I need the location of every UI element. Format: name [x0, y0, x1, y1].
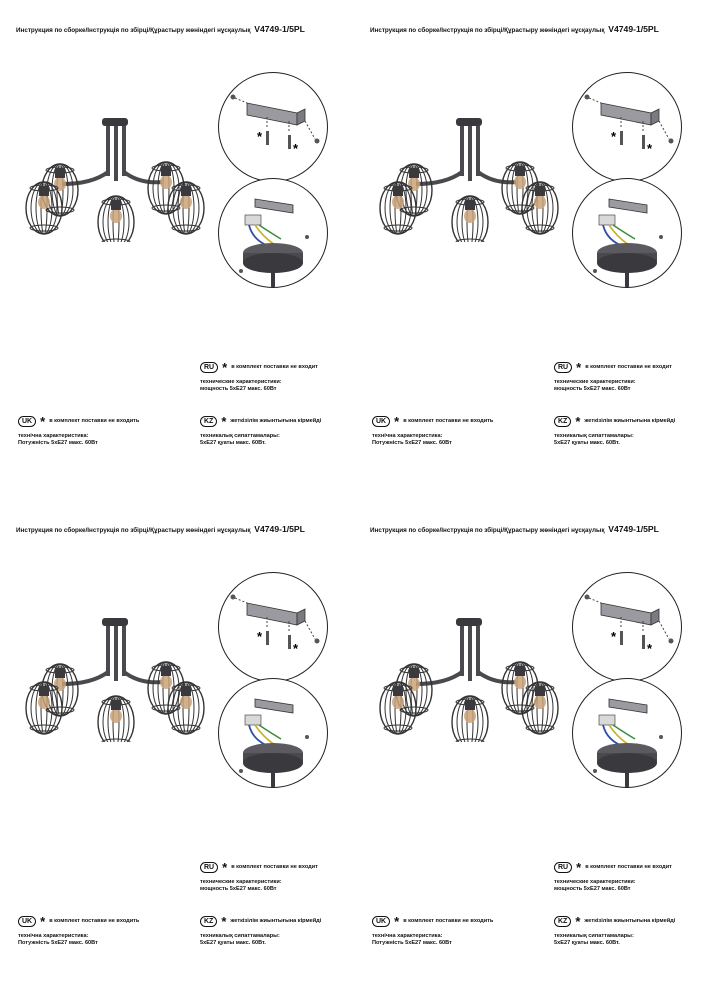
uk-spec-value: Потужність 5хE27 макс. 60Вт — [372, 940, 452, 946]
ru-spec-value: мощность 5хE27 макс. 60Вт — [200, 386, 277, 392]
bracket-detail-circle — [572, 72, 682, 182]
uk-badge: UK — [18, 416, 36, 427]
uk-note: в комплект поставки не входить — [403, 918, 494, 924]
asterisk-icon: * — [576, 360, 582, 375]
uk-spec-value: Потужність 5хE27 макс. 60Вт — [372, 440, 452, 446]
sheet-title — [370, 24, 659, 34]
chandelier-illustration — [22, 112, 212, 242]
instruction-sheet — [354, 500, 707, 1000]
excluded-part-star: * — [647, 641, 653, 656]
kz-spec-value: 5хE27 қуаты макс. 60Вт. — [200, 940, 266, 946]
ru-spec-value: мощность 5хE27 макс. 60Вт — [554, 886, 631, 892]
model-number: V4749-1/5PL — [608, 524, 659, 534]
model-number: V4749-1/5PL — [254, 524, 305, 534]
ru-badge: RU — [554, 362, 572, 373]
kz-badge: KZ — [554, 416, 571, 427]
instruction-sheet — [0, 0, 353, 500]
title-text: Инструкция по сборке/Інструкція по збірці/Құрастыру жөніндегі нұсқаулық — [16, 527, 251, 534]
sheet-title — [16, 524, 305, 534]
ru-badge: RU — [554, 862, 572, 873]
asterisk-icon: * — [222, 860, 228, 875]
asterisk-icon: * — [576, 860, 582, 875]
ru-note: в комплект поставки не входит — [585, 864, 672, 870]
uk-section — [372, 916, 493, 947]
bracket-detail-circle — [218, 72, 328, 182]
kz-note: жеткізілім жиынтығына кірмейді — [230, 918, 322, 924]
uk-section — [18, 916, 139, 947]
kz-spec-value: 5хE27 қуаты макс. 60Вт. — [200, 440, 266, 446]
ru-spec-title: технические характеристики: — [554, 879, 636, 885]
kz-spec-title: техникалық сипаттамалары: — [200, 433, 280, 439]
sheet-title — [16, 24, 305, 34]
asterisk-icon: * — [394, 914, 400, 929]
kz-badge: KZ — [200, 416, 217, 427]
kz-spec-title: техникалық сипаттамалары: — [200, 933, 280, 939]
ru-section — [200, 362, 318, 393]
ru-note: в комплект поставки не входит — [585, 364, 672, 370]
sheet-title — [370, 524, 659, 534]
wiring-detail-circle — [572, 678, 682, 788]
uk-note: в комплект поставки не входить — [403, 418, 494, 424]
excluded-part-star: * — [257, 629, 263, 644]
bracket-detail-circle — [218, 572, 328, 682]
kz-note: жеткізілім жиынтығына кірмейді — [584, 418, 676, 424]
excluded-part-star: * — [293, 141, 299, 156]
uk-note: в комплект поставки не входить — [49, 418, 140, 424]
excluded-part-star: * — [611, 129, 617, 144]
asterisk-icon: * — [40, 414, 46, 429]
ru-spec-title: технические характеристики: — [200, 379, 282, 385]
instruction-sheet — [354, 0, 707, 500]
asterisk-icon: * — [575, 414, 581, 429]
ru-section — [200, 862, 318, 893]
ru-note: в комплект поставки не входит — [231, 364, 318, 370]
wiring-detail-circle — [218, 678, 328, 788]
asterisk-icon: * — [575, 914, 581, 929]
uk-badge: UK — [18, 916, 36, 927]
uk-spec-title: технічна характеристика: — [372, 933, 443, 939]
asterisk-icon: * — [221, 914, 227, 929]
excluded-part-star: * — [257, 129, 263, 144]
model-number: V4749-1/5PL — [608, 24, 659, 34]
kz-badge: KZ — [200, 916, 217, 927]
uk-badge: UK — [372, 916, 390, 927]
wiring-detail-circle — [572, 178, 682, 288]
chandelier-illustration — [376, 612, 566, 742]
ru-section — [554, 862, 672, 893]
ru-section — [554, 362, 672, 393]
kz-spec-title: техникалық сипаттамалары: — [554, 933, 634, 939]
ru-note: в комплект поставки не входит — [231, 864, 318, 870]
asterisk-icon: * — [40, 914, 46, 929]
ru-spec-title: технические характеристики: — [554, 379, 636, 385]
kz-spec-value: 5хE27 қуаты макс. 60Вт. — [554, 940, 620, 946]
kz-section — [200, 416, 321, 447]
uk-section — [18, 416, 139, 447]
kz-spec-value: 5хE27 қуаты макс. 60Вт. — [554, 440, 620, 446]
uk-spec-value: Потужність 5хE27 макс. 60Вт — [18, 940, 98, 946]
wiring-detail-circle — [218, 178, 328, 288]
chandelier-illustration — [376, 112, 566, 242]
model-number: V4749-1/5PL — [254, 24, 305, 34]
uk-badge: UK — [372, 416, 390, 427]
ru-badge: RU — [200, 362, 218, 373]
bracket-detail-circle — [572, 572, 682, 682]
kz-section — [554, 916, 675, 947]
kz-note: жеткізілім жиынтығына кірмейді — [584, 918, 676, 924]
ru-spec-title: технические характеристики: — [200, 879, 282, 885]
asterisk-icon: * — [394, 414, 400, 429]
kz-badge: KZ — [554, 916, 571, 927]
excluded-part-star: * — [293, 641, 299, 656]
chandelier-illustration — [22, 612, 212, 742]
kz-section — [554, 416, 675, 447]
uk-spec-value: Потужність 5хE27 макс. 60Вт — [18, 440, 98, 446]
excluded-part-star: * — [647, 141, 653, 156]
asterisk-icon: * — [221, 414, 227, 429]
title-text: Инструкция по сборке/Інструкція по збірці/Құрастыру жөніндегі нұсқаулық — [16, 27, 251, 34]
instruction-sheet — [0, 500, 353, 1000]
kz-note: жеткізілім жиынтығына кірмейді — [230, 418, 322, 424]
uk-note: в комплект поставки не входить — [49, 918, 140, 924]
ru-spec-value: мощность 5хE27 макс. 60Вт — [200, 886, 277, 892]
ru-spec-value: мощность 5хE27 макс. 60Вт — [554, 386, 631, 392]
title-text: Инструкция по сборке/Інструкція по збірці/Құрастыру жөніндегі нұсқаулық — [370, 27, 605, 34]
excluded-part-star: * — [611, 629, 617, 644]
kz-section — [200, 916, 321, 947]
uk-spec-title: технічна характеристика: — [18, 933, 89, 939]
ru-badge: RU — [200, 862, 218, 873]
kz-spec-title: техникалық сипаттамалары: — [554, 433, 634, 439]
asterisk-icon: * — [222, 360, 228, 375]
uk-section — [372, 416, 493, 447]
uk-spec-title: технічна характеристика: — [18, 433, 89, 439]
title-text: Инструкция по сборке/Інструкція по збірці/Құрастыру жөніндегі нұсқаулық — [370, 527, 605, 534]
uk-spec-title: технічна характеристика: — [372, 433, 443, 439]
